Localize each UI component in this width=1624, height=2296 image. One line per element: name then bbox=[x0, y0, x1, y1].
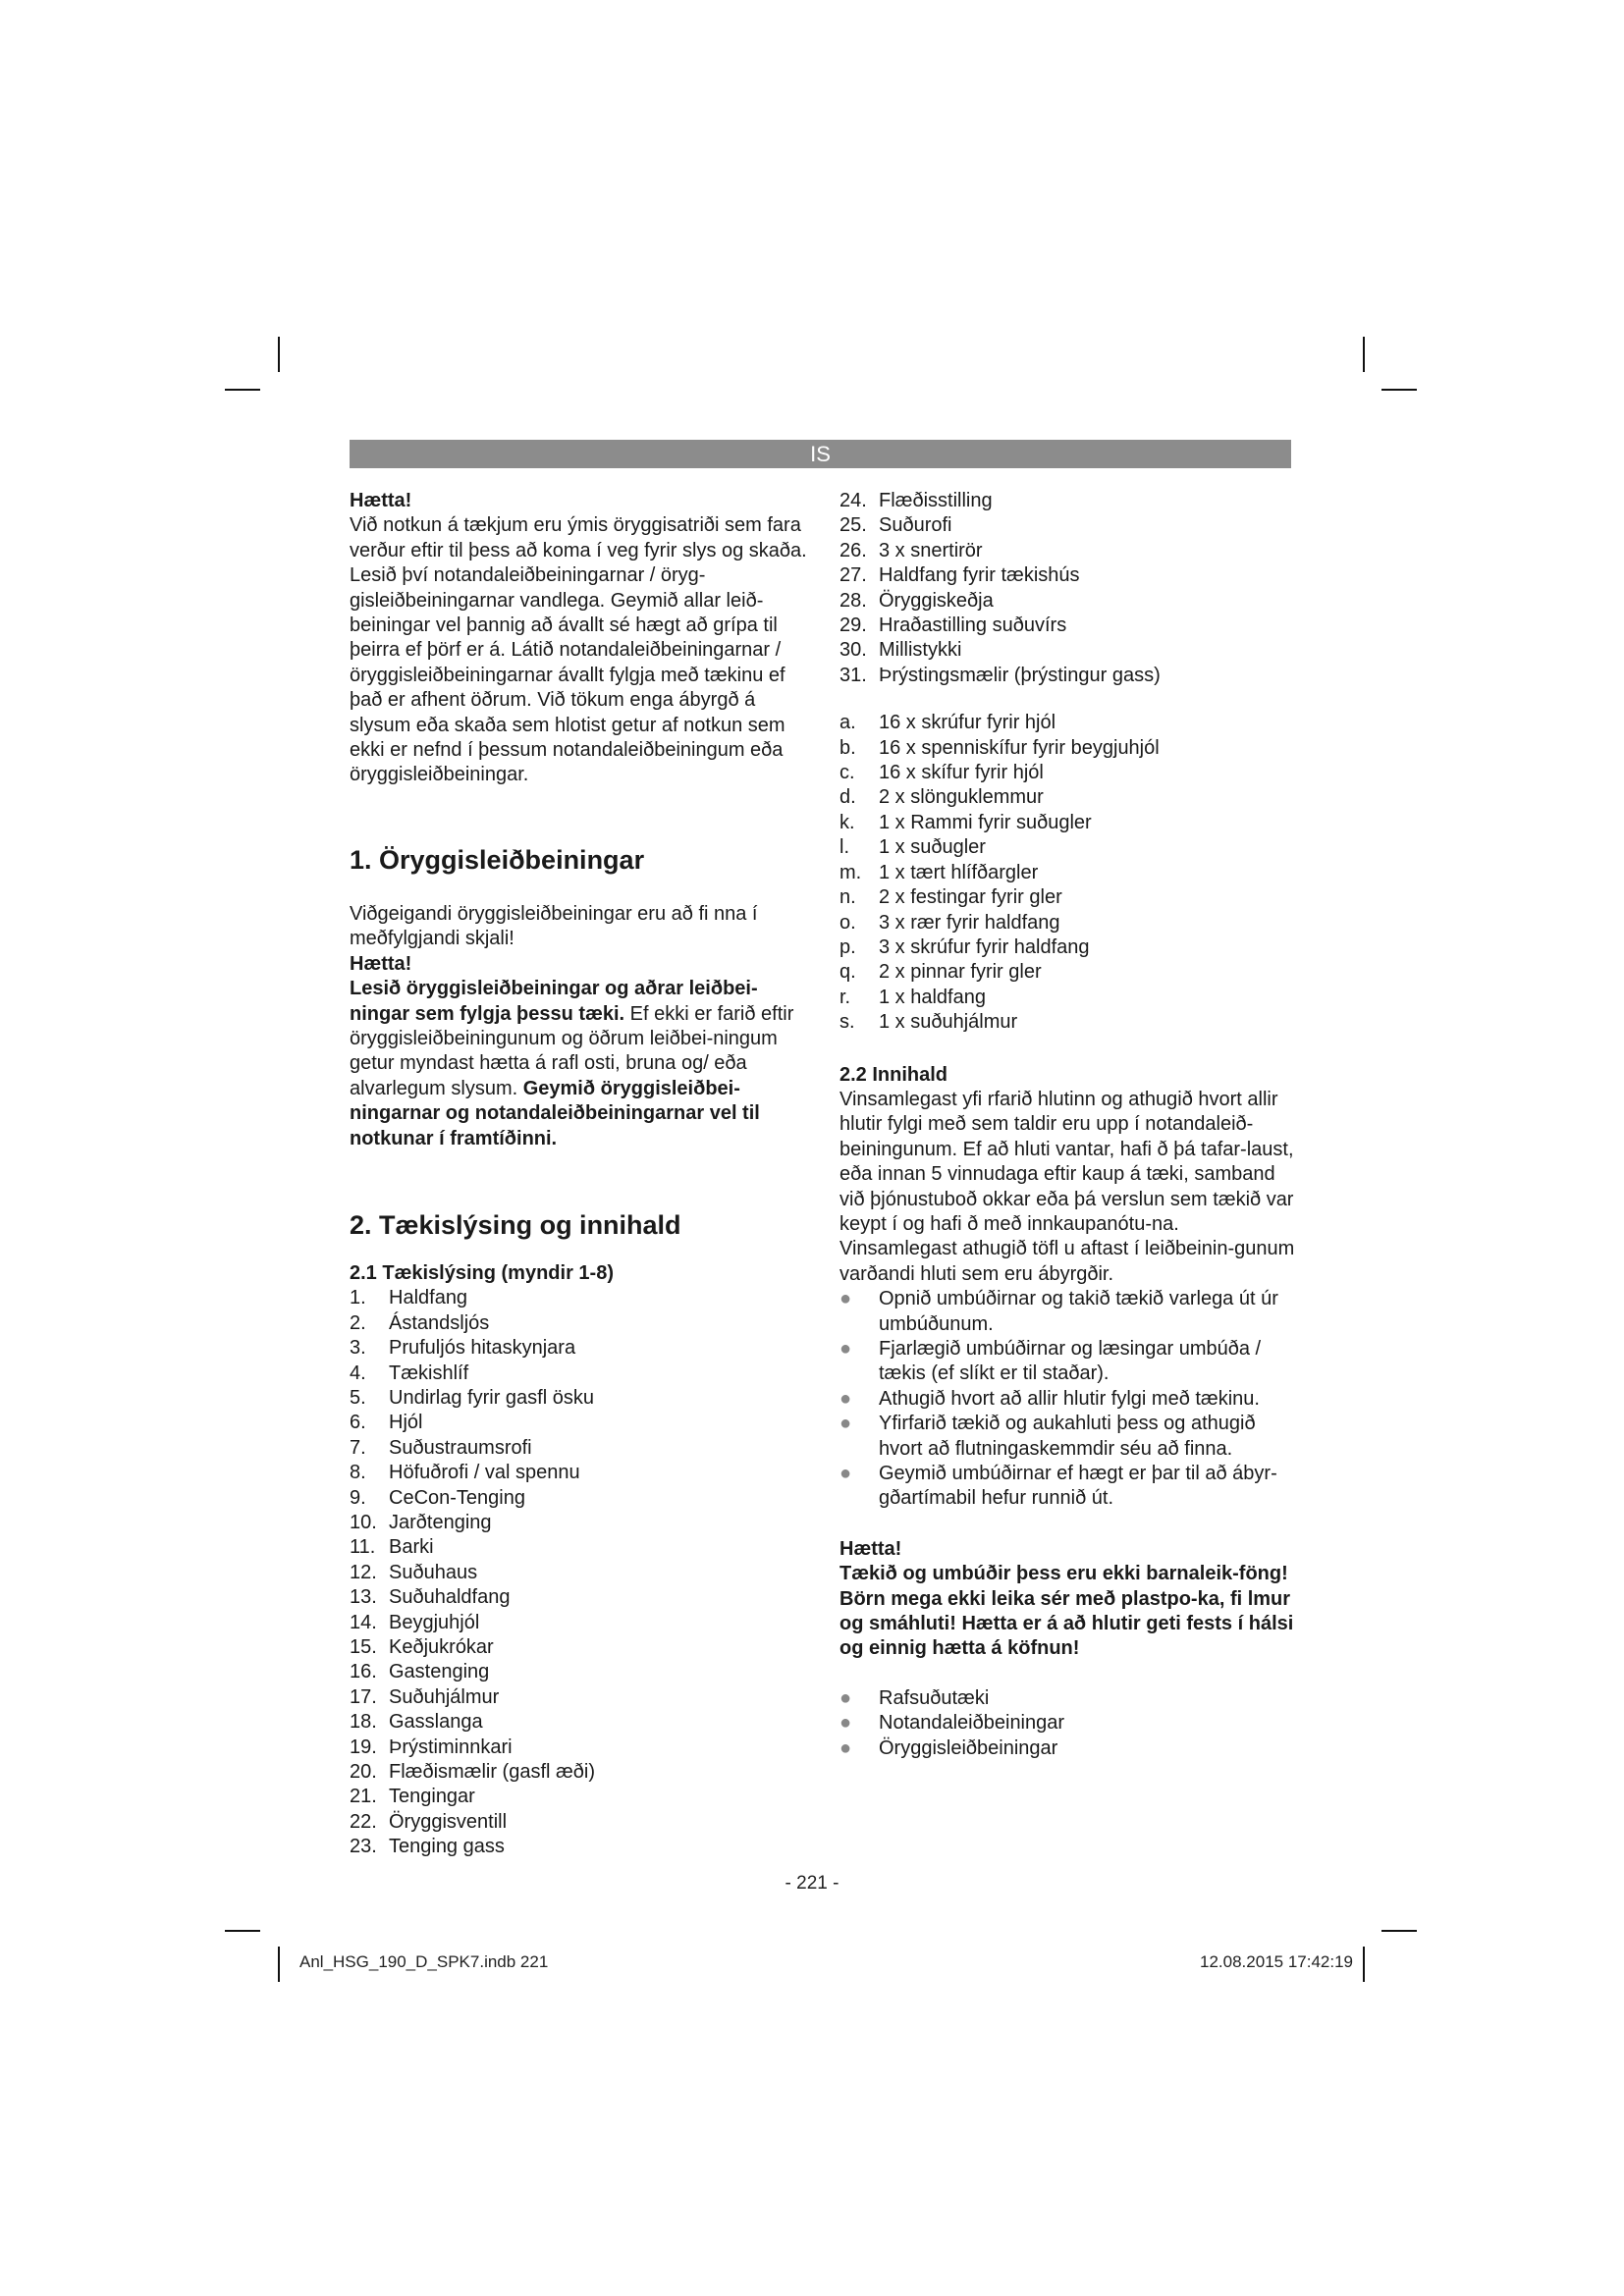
item-number: l. bbox=[839, 836, 849, 859]
item-label: Jarðtenging bbox=[389, 1512, 492, 1533]
list-item bbox=[839, 614, 1299, 638]
item-label: Flæðisstilling bbox=[879, 490, 993, 511]
item-number: 11. bbox=[350, 1536, 376, 1559]
list-item bbox=[839, 489, 1299, 513]
item-label: Suðurofi bbox=[879, 514, 952, 537]
item-label: Hjól bbox=[389, 1412, 423, 1434]
item-label: Þrýstiminnkari bbox=[389, 1735, 513, 1758]
list-item bbox=[350, 1660, 809, 1684]
bullet-text: Fjarlægið umbúðirnar og læsingar umbúða / tækis (ef slíkt er til staðar). bbox=[879, 1338, 1262, 1385]
item-label: 16 x skrúfur fyrir hjól bbox=[879, 712, 1056, 734]
bullet-text: Yfirfarið tækið og aukahluti þess og athugið hvort að flutningaskemmdir séu að finna. bbox=[879, 1413, 1256, 1460]
item-number: 9. bbox=[350, 1486, 366, 1509]
item-number: s. bbox=[839, 1011, 855, 1034]
item-label: Suðuhaus bbox=[389, 1561, 478, 1583]
warning-heading-2: Hætta! bbox=[839, 1537, 902, 1560]
item-number: 23. bbox=[350, 1836, 377, 1858]
bullet-icon: ● bbox=[839, 1686, 852, 1709]
left-column bbox=[350, 489, 809, 1860]
item-label: Millistykki bbox=[879, 639, 962, 662]
crop-mark bbox=[1381, 1930, 1417, 1932]
item-number: 14. bbox=[350, 1611, 377, 1633]
list-item bbox=[839, 563, 1299, 588]
subsection-2-2-title: 2.2 Innihald bbox=[839, 1063, 948, 1086]
item-label: Ástandsljós bbox=[389, 1311, 490, 1334]
list-item bbox=[350, 1810, 809, 1835]
language-code: IS bbox=[810, 442, 831, 466]
language-header-bar bbox=[350, 440, 1291, 468]
list-item bbox=[350, 1411, 809, 1435]
item-number: 21. bbox=[350, 1786, 377, 1808]
bullet-item bbox=[839, 1287, 1299, 1337]
bullet-item bbox=[839, 1412, 1299, 1462]
list-item bbox=[839, 811, 1299, 835]
package-contents-list bbox=[839, 1686, 1299, 1761]
list-item bbox=[350, 1436, 809, 1461]
crop-mark bbox=[1363, 1947, 1365, 1982]
bullet-icon: ● bbox=[839, 1413, 852, 1435]
section-1-text: Viðgeigandi öryggisleiðbeiningar eru að fi nna í meðfylgjandi skjali! bbox=[350, 902, 758, 950]
item-number: 28. bbox=[839, 589, 867, 612]
item-number: 22. bbox=[350, 1810, 377, 1833]
section-2-title: 2. Tækislýsing og innihald bbox=[350, 1209, 681, 1240]
bullet-text: Geymið umbúðirnar ef hægt er þar til að ábyr-gðartímabil hefur runnið út. bbox=[879, 1463, 1277, 1510]
item-number: b. bbox=[839, 736, 856, 759]
item-number: d. bbox=[839, 786, 856, 809]
item-label: Suðuhjálmur bbox=[389, 1685, 500, 1708]
item-label: 16 x spenniskífur fyrir beygjuhjól bbox=[879, 736, 1160, 759]
list-item bbox=[839, 513, 1299, 538]
item-label: 3 x rær fyrir haldfang bbox=[879, 911, 1060, 934]
item-label: Gasslanga bbox=[389, 1711, 483, 1734]
intro-text-cont: Við tökum enga ábyrgð á slysum eða skaða sem hlotist getur af notkun sem ekki er nefnd í þessum notandaleiðbeiningum eða öryggisleiðbeiningar. bbox=[350, 689, 785, 786]
right-column bbox=[839, 489, 1299, 1761]
bullet-item bbox=[839, 1711, 1299, 1735]
item-number: p. bbox=[839, 935, 856, 958]
intro-paragraph bbox=[350, 513, 809, 787]
item-label: Öryggisventill bbox=[389, 1810, 508, 1833]
item-label: 1 x haldfang bbox=[879, 986, 986, 1008]
item-number: 26. bbox=[839, 539, 867, 561]
list-item bbox=[350, 1735, 809, 1760]
bullet-icon: ● bbox=[839, 1338, 852, 1360]
bullet-text: Athugið hvort að allir hlutir fylgi með tækinu. bbox=[879, 1387, 1260, 1410]
list-item bbox=[350, 1635, 809, 1660]
item-label: Suðustraumsrofi bbox=[389, 1436, 532, 1459]
item-label: Suðuhaldfang bbox=[389, 1586, 511, 1609]
crop-mark bbox=[225, 1930, 260, 1932]
item-number: 5. bbox=[350, 1386, 366, 1409]
item-number: 27. bbox=[839, 564, 867, 587]
list-item bbox=[839, 960, 1299, 985]
item-number: 2. bbox=[350, 1311, 366, 1334]
item-number: 25. bbox=[839, 514, 867, 537]
bullet-text: Rafsuðutæki bbox=[879, 1686, 990, 1709]
bullet-item bbox=[839, 1736, 1299, 1761]
crop-mark bbox=[278, 337, 280, 372]
bullet-item bbox=[839, 1686, 1299, 1711]
item-number: k. bbox=[839, 811, 855, 833]
item-number: 18. bbox=[350, 1711, 377, 1734]
item-number: n. bbox=[839, 886, 856, 909]
item-label: 1 x tært hlífðargler bbox=[879, 861, 1039, 883]
list-item bbox=[350, 1710, 809, 1735]
item-label: Undirlag fyrir gasfl ösku bbox=[389, 1386, 594, 1409]
subsection-2-1-title: 2.1 Tækislýsing (myndir 1-8) bbox=[350, 1261, 614, 1284]
item-label: 2 x pinnar fyrir gler bbox=[879, 961, 1042, 984]
list-item bbox=[350, 1760, 809, 1785]
section-1-paragraph bbox=[350, 977, 809, 1151]
item-label: 2 x slönguklemmur bbox=[879, 786, 1044, 809]
list-item bbox=[839, 911, 1299, 935]
item-label: 2 x festingar fyrir gler bbox=[879, 886, 1062, 909]
item-number: 4. bbox=[350, 1362, 366, 1384]
list-item bbox=[839, 589, 1299, 614]
section-1-normal-text: Ef ekki er farið eftir öryggisleiðbeiningunum og öðrum leiðbei-ningum getur myndast hætta á rafl osti, bruna og/ eða alvarlegum slysum. bbox=[350, 1002, 794, 1099]
list-item bbox=[350, 1585, 809, 1610]
list-item bbox=[350, 1611, 809, 1635]
item-number: 12. bbox=[350, 1561, 377, 1583]
section-1-title: 1. Öryggisleiðbeiningar bbox=[350, 844, 645, 875]
item-number: 24. bbox=[839, 490, 867, 511]
page-number: - 221 - bbox=[785, 1873, 839, 1894]
contents-paragraph: Vinsamlegast yfi rfarið hlutinn og athugið hvort allir hlutir fylgi með sem taldir eru upp í notandaleið-beiningunum. Ef að hluti vantar, hafi ð þá tafar-laust, eða innan 5 vinnudaga eftir kaup á tæki, samband við þjónustuboð okkar eða þá verslun sem tækið var keypt í og hafi ð með innkaupanótu-na. Vinsamlegast athugið töfl u aftast í leiðbeinin-gunum varðandi hluti sem eru ábyrgðir. bbox=[839, 1088, 1295, 1285]
child-warning-text: Tækið og umbúðir þess eru ekki barnaleik-föng! Börn mega ekki leika sér með plastpo-ka, fi lmur og smáhluti! Hætta er á að hlutir geti fests í hálsi og einnig hætta á köfnun! bbox=[839, 1563, 1294, 1660]
accessories-list bbox=[839, 711, 1299, 1035]
parts-list bbox=[350, 1286, 809, 1859]
item-label: Haldfang bbox=[389, 1287, 468, 1309]
item-label: Flæðismælir (gasfl æði) bbox=[389, 1761, 596, 1784]
footer-timestamp: 12.08.2015 17:42:19 bbox=[1200, 1952, 1353, 1971]
item-label: 3 x skrúfur fyrir haldfang bbox=[879, 935, 1090, 958]
item-number: 13. bbox=[350, 1586, 377, 1609]
bullet-icon: ● bbox=[839, 1736, 852, 1759]
list-item bbox=[350, 1685, 809, 1710]
crop-mark bbox=[1381, 389, 1417, 391]
list-item bbox=[350, 1336, 809, 1361]
item-label: Gastenging bbox=[389, 1661, 490, 1683]
list-item bbox=[350, 1785, 809, 1809]
item-label: Tengingar bbox=[389, 1786, 475, 1808]
bullet-icon: ● bbox=[839, 1387, 852, 1410]
list-item bbox=[839, 986, 1299, 1010]
section-1-warning: Hætta! bbox=[350, 952, 412, 975]
bullet-icon: ● bbox=[839, 1463, 852, 1485]
item-label: Hraðastilling suðuvírs bbox=[879, 614, 1067, 637]
item-number: a. bbox=[839, 712, 856, 734]
bullet-icon: ● bbox=[839, 1712, 852, 1735]
item-label: Barki bbox=[389, 1536, 434, 1559]
item-label: 1 x Rammi fyrir suðugler bbox=[879, 811, 1092, 833]
item-label: 3 x snertirör bbox=[879, 539, 983, 561]
item-label: Tækishlíf bbox=[389, 1362, 469, 1384]
item-number: 7. bbox=[350, 1436, 366, 1459]
unpacking-steps bbox=[839, 1287, 1299, 1512]
item-number: m. bbox=[839, 861, 862, 883]
intro-text: Við notkun á tækjum eru ýmis öryggisatriði sem fara verður eftir til þess að koma í veg fyrir slys og skaða. Lesið því notandaleiðbeiningarnar / öryg-gisleiðbeiningarnar vandlega. Geymið allar leið-beiningar vel þannig að ávallt sé hægt að grípa til þeirra ef þörf er á. Látið notandaleiðbeiningarnar / öryggisleiðbeiningarnar ávallt fylgja með tækinu ef það er afhent öðrum. bbox=[350, 514, 807, 712]
item-number: 19. bbox=[350, 1735, 377, 1758]
item-number: 15. bbox=[350, 1636, 377, 1659]
item-label: Þrýstingsmælir (þrýstingur gass) bbox=[879, 664, 1161, 686]
list-item bbox=[350, 1386, 809, 1411]
item-label: CeCon-Tenging bbox=[389, 1486, 525, 1509]
bullet-item bbox=[839, 1337, 1299, 1387]
list-item bbox=[350, 1362, 809, 1386]
item-number: o. bbox=[839, 911, 856, 934]
list-item bbox=[350, 1286, 809, 1310]
item-label: Keðjukrókar bbox=[389, 1636, 494, 1659]
crop-mark bbox=[278, 1947, 280, 1982]
bullet-text: Öryggisleiðbeiningar bbox=[879, 1736, 1058, 1759]
item-label: Öryggiskeðja bbox=[879, 589, 994, 612]
crop-mark bbox=[1363, 337, 1365, 372]
item-label: Tenging gass bbox=[389, 1836, 505, 1858]
list-item bbox=[839, 835, 1299, 860]
item-label: Prufuljós hitaskynjara bbox=[389, 1337, 576, 1360]
item-number: r. bbox=[839, 986, 851, 1008]
crop-mark bbox=[225, 389, 260, 391]
list-item bbox=[350, 1486, 809, 1511]
list-item bbox=[350, 1511, 809, 1535]
list-item bbox=[839, 736, 1299, 761]
section-1-bold-text-2: Geymið öryggisleiðbei-ningarnar og notandaleiðbeiningarnar vel til notkunar í framtíðinni. bbox=[350, 1077, 760, 1149]
footer-file-info: Anl_HSG_190_D_SPK7.indb 221 bbox=[299, 1952, 549, 1971]
list-item bbox=[350, 1311, 809, 1336]
list-item bbox=[350, 1835, 809, 1859]
item-number: 29. bbox=[839, 614, 867, 637]
item-label: 16 x skífur fyrir hjól bbox=[879, 762, 1044, 784]
item-number: 30. bbox=[839, 639, 867, 662]
section-1-bold-text: Lesið öryggisleiðbeiningar og aðrar leiðbei-ningar sem fylgja þessu tæki. bbox=[350, 978, 758, 1025]
bullet-text: Opnið umbúðirnar og takið tækið varlega út úr umbúðunum. bbox=[879, 1288, 1278, 1335]
list-item bbox=[839, 711, 1299, 735]
item-number: 16. bbox=[350, 1661, 377, 1683]
list-item bbox=[839, 664, 1299, 688]
item-label: Haldfang fyrir tækishús bbox=[879, 564, 1080, 587]
list-item bbox=[839, 1010, 1299, 1035]
list-item bbox=[839, 885, 1299, 910]
item-number: 17. bbox=[350, 1685, 377, 1708]
item-number: 20. bbox=[350, 1761, 377, 1784]
list-item bbox=[839, 539, 1299, 563]
parts-list-continued bbox=[839, 489, 1299, 688]
item-number: 10. bbox=[350, 1512, 377, 1533]
bullet-item bbox=[839, 1387, 1299, 1412]
item-number: q. bbox=[839, 961, 856, 984]
item-label: 1 x suðuhjálmur bbox=[879, 1011, 1018, 1034]
item-number: 1. bbox=[350, 1287, 366, 1309]
item-label: Höfuðrofi / val spennu bbox=[389, 1462, 580, 1484]
list-item bbox=[350, 1535, 809, 1560]
bullet-item bbox=[839, 1462, 1299, 1512]
item-number: 8. bbox=[350, 1462, 366, 1484]
list-item bbox=[839, 638, 1299, 663]
item-number: 31. bbox=[839, 664, 867, 686]
list-item bbox=[350, 1561, 809, 1585]
item-label: 1 x suðugler bbox=[879, 836, 986, 859]
list-item bbox=[839, 935, 1299, 960]
item-number: c. bbox=[839, 762, 855, 784]
list-item bbox=[839, 785, 1299, 810]
bullet-text: Notandaleiðbeiningar bbox=[879, 1712, 1065, 1735]
item-label: Beygjuhjól bbox=[389, 1611, 480, 1633]
list-item bbox=[839, 761, 1299, 785]
warning-heading: Hætta! bbox=[350, 490, 412, 511]
item-number: 3. bbox=[350, 1337, 366, 1360]
list-item bbox=[839, 861, 1299, 885]
item-number: 6. bbox=[350, 1412, 366, 1434]
bullet-icon: ● bbox=[839, 1288, 852, 1310]
list-item bbox=[350, 1461, 809, 1485]
